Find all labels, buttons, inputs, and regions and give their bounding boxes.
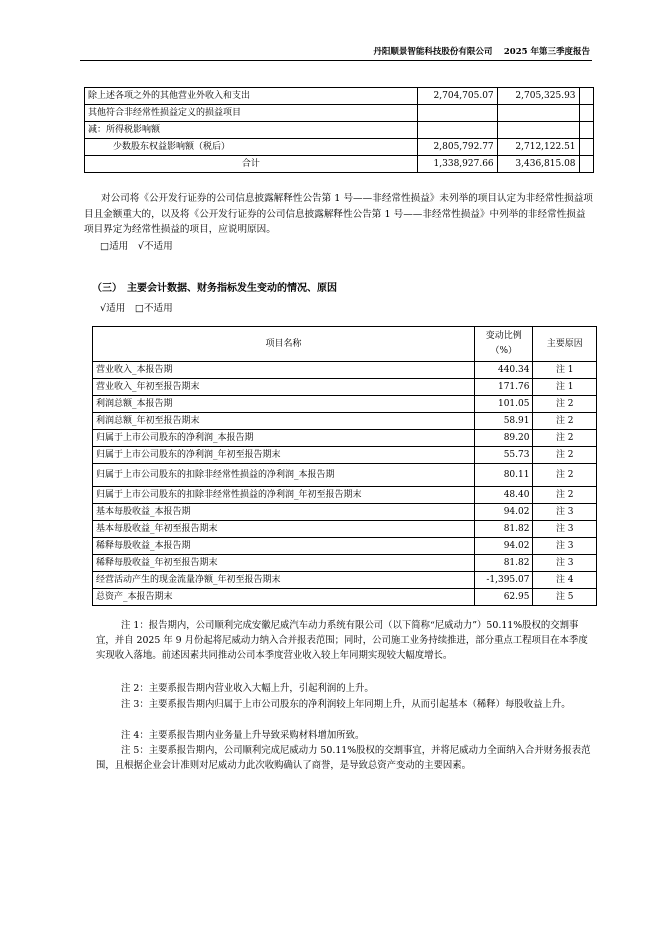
current-value [417,105,497,122]
row-reason: 注 3 [533,538,597,555]
ytd-value [497,122,579,139]
explanation-paragraph: 对公司将《公开发行证券的公司信息披露解释性公告第 1 号——非经常性损益》未列举的项目认定为非经常性损益项目且金额重大的，以及将《公开发行证券的公司信息披露解释性公告第 1 号——非经常性损益》中列举的非经常性损益项目界定为经常性损益的项目，应说明原因。 [84,193,593,235]
header-divider [80,60,592,61]
row-ratio: 81.82 [475,555,533,572]
note-2: 注 2：主要系报告期内营业收入大幅上升，引起利润的上升。 [121,683,374,694]
row-ratio: 55.73 [475,447,533,464]
row-ratio: -1,395.07 [475,572,533,589]
note-4: 注 4：主要系报告期内业务量上升导致采购材料增加所致。 [121,730,365,741]
table-row [93,487,597,504]
current-value [417,122,497,139]
row-ratio: 62.95 [475,589,533,606]
table-row [93,555,597,572]
ytd-value [497,105,579,122]
row-label: 合计 [85,156,418,173]
row-reason: 注 2 [533,447,597,464]
row-reason: 注 4 [533,572,597,589]
current-value: 1,338,927.66 [417,156,497,173]
row-ratio: 101.05 [475,396,533,413]
table-row [93,379,597,396]
ytd-value: 2,705,325.93 [497,88,579,105]
note-1: 注 1：报告期内，公司顺利完成安徽尼威汽车动力系统有限公司（以下简称“尼威动力”）50.11%股权的交割事宜，并自 2025 年 9 月份起将尼威动力纳入合并报表范围；同时，公司施工业务持续推进，部分重点工程项目在本季度实现收入落地。前述因素共同推动公司本季度营业收入较上年同期实现较大幅度增长。 [96,620,588,662]
ytd-value: 2,712,122.51 [497,139,579,156]
table-row [93,430,597,447]
row-ratio: 58.91 [475,413,533,430]
row-name: 营业收入_本报告期 [93,362,475,379]
remark-cell [579,156,593,173]
row-ratio: 171.76 [475,379,533,396]
header-reason: 主要原因 [533,327,597,362]
row-name: 稀释每股收益_本报告期 [93,538,475,555]
applicability-check: □适用 √不适用 [100,241,173,252]
nonrecurring-table [84,87,594,173]
table-row [93,589,597,606]
table-row-total [85,156,594,173]
row-reason: 注 2 [533,413,597,430]
header-project-name: 项目名称 [93,327,475,362]
row-reason: 注 2 [533,396,597,413]
row-name: 稀释每股收益_年初至报告期末 [93,555,475,572]
row-reason: 注 3 [533,504,597,521]
row-name: 基本每股收益_年初至报告期末 [93,521,475,538]
current-value: 2,805,792.77 [417,139,497,156]
row-reason: 注 2 [533,464,597,487]
row-ratio: 80.11 [475,464,533,487]
row-reason: 注 5 [533,589,597,606]
current-value: 2,704,705.07 [417,88,497,105]
row-name: 归属于上市公司股东的净利润_年初至报告期末 [93,447,475,464]
table-row [93,538,597,555]
row-name: 利润总额_年初至报告期末 [93,413,475,430]
remark-cell [579,88,593,105]
row-ratio: 89.20 [475,430,533,447]
row-ratio: 48.40 [475,487,533,504]
row-name: 利润总额_本报告期 [93,396,475,413]
table-row [93,447,597,464]
row-name: 总资产_本报告期末 [93,589,475,606]
remark-cell [579,105,593,122]
table-row [85,88,594,105]
row-ratio: 94.02 [475,538,533,555]
header-change-ratio: 变动比例（%） [475,327,533,362]
row-reason: 注 1 [533,362,597,379]
row-reason: 注 2 [533,430,597,447]
table-row [93,396,597,413]
row-label: 其他符合非经常性损益定义的损益项目 [85,105,418,122]
table-row [85,105,594,122]
row-reason: 注 3 [533,521,597,538]
table-row [93,521,597,538]
row-name: 归属于上市公司股东的净利润_本报告期 [93,430,475,447]
note-5: 注 5：主要系报告期内，公司顺利完成尼威动力 50.11%股权的交割事宜，并将尼威动力全面纳入合并财务报表范围，且根据企业会计准则对尼威动力此次收购确认了商誉，是导致总资产变动的主要因素。 [96,745,591,772]
table-row [93,362,597,379]
row-name: 基本每股收益_本报告期 [93,504,475,521]
table-row [93,464,597,487]
row-ratio: 94.02 [475,504,533,521]
table-row [93,413,597,430]
section-title: （三） 主要会计数据、财务指标发生变动的情况、原因 [92,283,337,294]
ytd-value: 3,436,815.08 [497,156,579,173]
remark-cell [579,139,593,156]
applicability-check: √适用 □不适用 [100,303,173,314]
row-name: 归属于上市公司股东的扣除非经常性损益的净利润_本报告期 [93,464,475,487]
row-name: 营业收入_年初至报告期末 [93,379,475,396]
table-header-row [93,327,597,362]
table-row [93,572,597,589]
page-header: 丹阳顺景智能科技股份有限公司 2025 年第三季度报告 [373,47,590,57]
table-row [93,504,597,521]
remark-cell [579,122,593,139]
note-3: 注 3：主要系报告期内归属于上市公司股东的净利润较上年同期上升，从而引起基本（稀释）每股收益上升。 [121,699,571,710]
change-table [92,326,597,606]
row-name: 经营活动产生的现金流量净额_年初至报告期末 [93,572,475,589]
table-row [85,139,594,156]
row-reason: 注 3 [533,555,597,572]
row-ratio: 81.82 [475,521,533,538]
row-ratio: 440.34 [475,362,533,379]
row-name: 归属于上市公司股东的扣除非经常性损益的净利润_年初至报告期末 [93,487,475,504]
table-row [85,122,594,139]
row-label: 除上述各项之外的其他营业外收入和支出 [85,88,418,105]
row-reason: 注 2 [533,487,597,504]
row-label: 少数股东权益影响额（税后） [85,139,418,156]
row-label: 减：所得税影响额 [85,122,418,139]
row-reason: 注 1 [533,379,597,396]
